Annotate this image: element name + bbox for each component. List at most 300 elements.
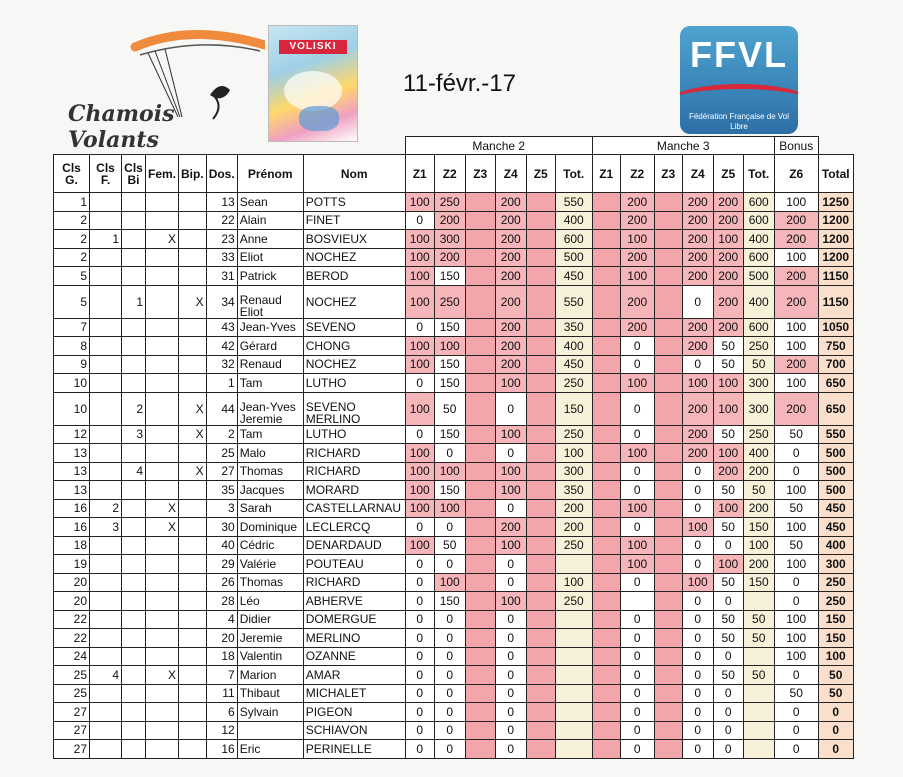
cell-m2-z3 bbox=[465, 374, 495, 393]
cell-m2-z3 bbox=[465, 499, 495, 518]
cell-m3-tot: 50 bbox=[743, 610, 774, 629]
cell-cls-g: 10 bbox=[54, 374, 90, 393]
cell-z6: 100 bbox=[774, 647, 818, 666]
club-logo bbox=[60, 25, 265, 153]
cell-m3-tot: 50 bbox=[743, 629, 774, 648]
cell-m3-z5: 0 bbox=[713, 684, 743, 703]
cell-dos: 3 bbox=[206, 499, 237, 518]
cell-cls-bi bbox=[122, 629, 146, 648]
cell-dos: 18 bbox=[206, 647, 237, 666]
cell-m3-z5: 100 bbox=[713, 230, 743, 249]
cell-m3-z4: 0 bbox=[682, 536, 713, 555]
cell-m3-z2: 200 bbox=[620, 285, 654, 318]
cell-m3-z2: 0 bbox=[620, 462, 654, 481]
cell-m2-tot bbox=[555, 703, 592, 722]
cell-m2-z5 bbox=[526, 337, 555, 356]
cell-total: 500 bbox=[818, 462, 853, 481]
cell-z6: 0 bbox=[774, 462, 818, 481]
cell-bip bbox=[179, 740, 207, 759]
cell-m2-z1: 0 bbox=[405, 647, 434, 666]
cell-m3-z5: 0 bbox=[713, 647, 743, 666]
cell-prenom: Dominique bbox=[237, 518, 303, 537]
cell-m3-z1 bbox=[592, 392, 620, 425]
column-header-m3-z3: Z3 bbox=[654, 155, 682, 193]
cell-z6: 0 bbox=[774, 721, 818, 740]
cell-m2-tot bbox=[555, 629, 592, 648]
cell-prenom: Jeremie bbox=[237, 629, 303, 648]
column-header-m3-z4: Z4 bbox=[682, 155, 713, 193]
cell-fem bbox=[146, 248, 179, 267]
cell-m2-z2: 150 bbox=[434, 267, 465, 286]
cell-cls-g: 27 bbox=[54, 740, 90, 759]
cell-m3-z4: 200 bbox=[682, 318, 713, 337]
cell-z6: 100 bbox=[774, 337, 818, 356]
cell-m2-z2: 100 bbox=[434, 573, 465, 592]
cell-prenom: Jacques bbox=[237, 481, 303, 500]
cell-m3-z5: 50 bbox=[713, 666, 743, 685]
cell-m2-z5 bbox=[526, 536, 555, 555]
cell-m2-z4: 100 bbox=[495, 481, 526, 500]
cell-cls-f bbox=[90, 740, 122, 759]
cell-nom: BOSVIEUX bbox=[303, 230, 405, 249]
cell-nom: LUTHO bbox=[303, 425, 405, 444]
column-header-cls-f: Cls F. bbox=[90, 155, 122, 193]
cell-m2-z3 bbox=[465, 703, 495, 722]
cell-total: 400 bbox=[818, 536, 853, 555]
cell-m2-z2: 150 bbox=[434, 592, 465, 611]
cell-prenom: Didier bbox=[237, 610, 303, 629]
cell-m3-z4: 0 bbox=[682, 592, 713, 611]
cell-m3-tot: 100 bbox=[743, 536, 774, 555]
table-row bbox=[54, 248, 854, 267]
table-row bbox=[54, 392, 854, 425]
cell-m2-z4: 0 bbox=[495, 444, 526, 463]
cell-cls-f bbox=[90, 392, 122, 425]
cell-cls-bi bbox=[122, 374, 146, 393]
cell-m2-z4: 200 bbox=[495, 211, 526, 230]
cell-m3-z1 bbox=[592, 684, 620, 703]
cell-z6: 0 bbox=[774, 740, 818, 759]
cell-cls-f bbox=[90, 267, 122, 286]
cell-m2-z1: 0 bbox=[405, 518, 434, 537]
cell-m2-z4: 0 bbox=[495, 703, 526, 722]
cell-m2-z2: 250 bbox=[434, 285, 465, 318]
cell-z6: 200 bbox=[774, 392, 818, 425]
cell-m2-tot bbox=[555, 647, 592, 666]
cell-cls-f bbox=[90, 285, 122, 318]
cell-m3-z4: 0 bbox=[682, 610, 713, 629]
cell-cls-bi bbox=[122, 193, 146, 212]
cell-nom: ABHERVE bbox=[303, 592, 405, 611]
cell-m3-z2: 0 bbox=[620, 703, 654, 722]
cell-dos: 11 bbox=[206, 684, 237, 703]
table-row bbox=[54, 211, 854, 230]
cell-m2-z4: 100 bbox=[495, 425, 526, 444]
cell-m2-z2: 0 bbox=[434, 555, 465, 574]
table-row bbox=[54, 684, 854, 703]
cell-z6: 0 bbox=[774, 444, 818, 463]
cell-prenom: Eric bbox=[237, 740, 303, 759]
cell-m2-z3 bbox=[465, 211, 495, 230]
cell-m2-tot: 100 bbox=[555, 573, 592, 592]
cell-cls-f bbox=[90, 647, 122, 666]
cell-m2-z5 bbox=[526, 703, 555, 722]
cell-m2-z4: 200 bbox=[495, 267, 526, 286]
cell-m2-z1: 100 bbox=[405, 481, 434, 500]
cell-m3-z5: 100 bbox=[713, 555, 743, 574]
cell-m3-z1 bbox=[592, 499, 620, 518]
cell-cls-f: 3 bbox=[90, 518, 122, 537]
cell-cls-bi: 1 bbox=[122, 285, 146, 318]
cell-z6: 100 bbox=[774, 248, 818, 267]
cell-m3-z4: 0 bbox=[682, 285, 713, 318]
cell-z6: 50 bbox=[774, 684, 818, 703]
cell-m3-z5: 0 bbox=[713, 703, 743, 722]
cell-m3-z1 bbox=[592, 230, 620, 249]
event-date: 11-févr.-17 bbox=[403, 70, 516, 97]
cell-z6: 200 bbox=[774, 355, 818, 374]
cell-m3-z3 bbox=[654, 647, 682, 666]
cell-m2-z5 bbox=[526, 374, 555, 393]
cell-cls-g: 22 bbox=[54, 610, 90, 629]
cell-z6: 100 bbox=[774, 318, 818, 337]
cell-m2-tot bbox=[555, 684, 592, 703]
cell-m3-z5: 50 bbox=[713, 425, 743, 444]
cell-cls-g: 5 bbox=[54, 285, 90, 318]
cell-m3-z4: 200 bbox=[682, 230, 713, 249]
cell-total: 650 bbox=[818, 392, 853, 425]
cell-cls-f bbox=[90, 573, 122, 592]
table-row bbox=[54, 337, 854, 356]
results-body bbox=[54, 193, 854, 759]
cell-m2-z1: 0 bbox=[405, 592, 434, 611]
cell-bip bbox=[179, 629, 207, 648]
column-header-m3-z1: Z1 bbox=[592, 155, 620, 193]
cell-dos: 26 bbox=[206, 573, 237, 592]
cell-m2-z4: 200 bbox=[495, 355, 526, 374]
cell-m3-tot: 250 bbox=[743, 337, 774, 356]
cell-m2-z3 bbox=[465, 444, 495, 463]
cell-m3-z5: 100 bbox=[713, 374, 743, 393]
cell-m2-z3 bbox=[465, 285, 495, 318]
cell-m3-z1 bbox=[592, 536, 620, 555]
cell-bip bbox=[179, 267, 207, 286]
cell-cls-bi bbox=[122, 481, 146, 500]
cell-prenom: Thomas bbox=[237, 462, 303, 481]
cell-cls-f bbox=[90, 374, 122, 393]
cell-cls-f bbox=[90, 684, 122, 703]
table-row bbox=[54, 374, 854, 393]
cell-fem bbox=[146, 392, 179, 425]
cell-m3-z4: 200 bbox=[682, 444, 713, 463]
cell-m2-z5 bbox=[526, 610, 555, 629]
cell-m2-z2: 150 bbox=[434, 425, 465, 444]
cell-z6: 0 bbox=[774, 573, 818, 592]
cell-fem: X bbox=[146, 230, 179, 249]
table-row bbox=[54, 518, 854, 537]
cell-m3-z3 bbox=[654, 392, 682, 425]
cell-prenom: Eliot bbox=[237, 248, 303, 267]
cell-nom: OZANNE bbox=[303, 647, 405, 666]
cell-m3-z5: 50 bbox=[713, 573, 743, 592]
cell-total: 100 bbox=[818, 647, 853, 666]
cell-m2-z5 bbox=[526, 740, 555, 759]
cell-m2-z2: 0 bbox=[434, 610, 465, 629]
cell-m3-z2: 200 bbox=[620, 248, 654, 267]
cell-z6: 100 bbox=[774, 610, 818, 629]
cell-m3-z1 bbox=[592, 703, 620, 722]
cell-nom: MICHALET bbox=[303, 684, 405, 703]
cell-m3-z4: 100 bbox=[682, 374, 713, 393]
cell-m2-z4: 100 bbox=[495, 536, 526, 555]
cell-z6: 100 bbox=[774, 481, 818, 500]
cell-m2-z2: 0 bbox=[434, 518, 465, 537]
cell-cls-g: 16 bbox=[54, 518, 90, 537]
cell-m2-z3 bbox=[465, 518, 495, 537]
cell-m3-z3 bbox=[654, 248, 682, 267]
cell-fem: X bbox=[146, 666, 179, 685]
cell-m3-z2: 100 bbox=[620, 555, 654, 574]
cell-m2-tot: 250 bbox=[555, 536, 592, 555]
cell-cls-g: 2 bbox=[54, 211, 90, 230]
cell-dos: 23 bbox=[206, 230, 237, 249]
cell-m3-tot: 600 bbox=[743, 193, 774, 212]
cell-m3-z1 bbox=[592, 374, 620, 393]
cell-m3-z1 bbox=[592, 425, 620, 444]
cell-m3-z1 bbox=[592, 721, 620, 740]
cell-prenom: Renaud bbox=[237, 355, 303, 374]
cell-m2-z5 bbox=[526, 592, 555, 611]
cell-m2-z1: 100 bbox=[405, 355, 434, 374]
cell-m3-z5: 50 bbox=[713, 629, 743, 648]
cell-prenom: Léo bbox=[237, 592, 303, 611]
cell-m3-z3 bbox=[654, 285, 682, 318]
cell-m3-z4: 200 bbox=[682, 425, 713, 444]
table-row bbox=[54, 740, 854, 759]
cell-m3-z4: 200 bbox=[682, 337, 713, 356]
cell-bip bbox=[179, 592, 207, 611]
table-row bbox=[54, 285, 854, 318]
column-header-fem: Fem. bbox=[146, 155, 179, 193]
table-row bbox=[54, 703, 854, 722]
cell-m3-z4: 0 bbox=[682, 740, 713, 759]
cell-m3-z2: 100 bbox=[620, 230, 654, 249]
table-row bbox=[54, 193, 854, 212]
cell-m2-tot bbox=[555, 740, 592, 759]
cell-m3-z2: 0 bbox=[620, 740, 654, 759]
cell-cls-f bbox=[90, 444, 122, 463]
cell-nom: NOCHEZ bbox=[303, 285, 405, 318]
cell-m2-z5 bbox=[526, 629, 555, 648]
cell-m3-z2: 100 bbox=[620, 536, 654, 555]
poster-sky-shape bbox=[299, 106, 339, 131]
cell-m3-z3 bbox=[654, 211, 682, 230]
cell-m2-z3 bbox=[465, 481, 495, 500]
cell-m2-z3 bbox=[465, 425, 495, 444]
event-poster bbox=[268, 25, 358, 142]
cell-m2-z5 bbox=[526, 481, 555, 500]
cell-cls-bi bbox=[122, 703, 146, 722]
cell-cls-bi bbox=[122, 610, 146, 629]
cell-m3-z1 bbox=[592, 740, 620, 759]
cell-m3-z2: 100 bbox=[620, 499, 654, 518]
cell-cls-bi bbox=[122, 721, 146, 740]
cell-dos: 20 bbox=[206, 629, 237, 648]
cell-cls-g: 7 bbox=[54, 318, 90, 337]
cell-bip bbox=[179, 499, 207, 518]
cell-z6: 200 bbox=[774, 285, 818, 318]
cell-cls-g: 13 bbox=[54, 462, 90, 481]
cell-cls-f: 1 bbox=[90, 230, 122, 249]
cell-dos: 12 bbox=[206, 721, 237, 740]
cell-total: 150 bbox=[818, 610, 853, 629]
cell-m2-z2: 0 bbox=[434, 629, 465, 648]
table-row bbox=[54, 355, 854, 374]
cell-cls-bi bbox=[122, 536, 146, 555]
cell-dos: 1 bbox=[206, 374, 237, 393]
cell-fem: X bbox=[146, 499, 179, 518]
cell-m3-z5: 50 bbox=[713, 518, 743, 537]
cell-m2-z4: 100 bbox=[495, 374, 526, 393]
column-header-nom: Nom bbox=[303, 155, 405, 193]
cell-m3-z4: 0 bbox=[682, 499, 713, 518]
cell-m2-z3 bbox=[465, 193, 495, 212]
column-header-dos: Dos. bbox=[206, 155, 237, 193]
cell-dos: 27 bbox=[206, 462, 237, 481]
cell-prenom: Cédric bbox=[237, 536, 303, 555]
cell-total: 1200 bbox=[818, 230, 853, 249]
cell-m2-z2: 100 bbox=[434, 499, 465, 518]
cell-fem bbox=[146, 355, 179, 374]
cell-bip bbox=[179, 518, 207, 537]
cell-m3-z1 bbox=[592, 647, 620, 666]
cell-m2-z5 bbox=[526, 355, 555, 374]
cell-cls-bi bbox=[122, 318, 146, 337]
cell-z6: 100 bbox=[774, 518, 818, 537]
cell-m2-tot bbox=[555, 610, 592, 629]
cell-z6: 50 bbox=[774, 499, 818, 518]
cell-m2-z3 bbox=[465, 666, 495, 685]
cell-m2-z4: 0 bbox=[495, 555, 526, 574]
cell-bip bbox=[179, 211, 207, 230]
cell-total: 1150 bbox=[818, 285, 853, 318]
cell-m2-tot: 400 bbox=[555, 337, 592, 356]
cell-nom: PERINELLE bbox=[303, 740, 405, 759]
cell-m2-z1: 100 bbox=[405, 230, 434, 249]
cell-total: 450 bbox=[818, 499, 853, 518]
column-header-bip: Bip. bbox=[179, 155, 207, 193]
cell-m3-z1 bbox=[592, 355, 620, 374]
cell-total: 750 bbox=[818, 337, 853, 356]
cell-m2-z1: 0 bbox=[405, 703, 434, 722]
cell-m2-z2: 150 bbox=[434, 355, 465, 374]
cell-nom: RICHARD bbox=[303, 573, 405, 592]
cell-cls-g: 16 bbox=[54, 499, 90, 518]
cell-cls-g: 18 bbox=[54, 536, 90, 555]
cell-z6: 200 bbox=[774, 211, 818, 230]
cell-m3-z4: 0 bbox=[682, 629, 713, 648]
cell-m2-tot: 600 bbox=[555, 230, 592, 249]
cell-m3-z4: 200 bbox=[682, 248, 713, 267]
cell-prenom: Gérard bbox=[237, 337, 303, 356]
cell-m2-z2: 50 bbox=[434, 536, 465, 555]
cell-m2-z3 bbox=[465, 721, 495, 740]
cell-nom: NOCHEZ bbox=[303, 248, 405, 267]
cell-cls-g: 24 bbox=[54, 647, 90, 666]
cell-m3-tot: 200 bbox=[743, 555, 774, 574]
cell-total: 1200 bbox=[818, 211, 853, 230]
cell-m2-z1: 100 bbox=[405, 462, 434, 481]
cell-m3-tot bbox=[743, 647, 774, 666]
cell-bip: X bbox=[179, 425, 207, 444]
cell-m2-z2: 100 bbox=[434, 462, 465, 481]
cell-m2-z3 bbox=[465, 318, 495, 337]
cell-m2-z1: 0 bbox=[405, 555, 434, 574]
cell-m2-tot: 100 bbox=[555, 444, 592, 463]
cell-cls-f bbox=[90, 337, 122, 356]
cell-m3-z5: 200 bbox=[713, 193, 743, 212]
cell-m3-z3 bbox=[654, 740, 682, 759]
cell-m2-z1: 100 bbox=[405, 499, 434, 518]
cell-nom: POTTS bbox=[303, 193, 405, 212]
cell-m3-z1 bbox=[592, 267, 620, 286]
cell-m2-z5 bbox=[526, 499, 555, 518]
cell-m2-z3 bbox=[465, 592, 495, 611]
cell-m2-z1: 0 bbox=[405, 573, 434, 592]
cell-m2-z2: 100 bbox=[434, 337, 465, 356]
cell-m3-z2: 0 bbox=[620, 392, 654, 425]
cell-dos: 29 bbox=[206, 555, 237, 574]
cell-nom: DOMERGUE bbox=[303, 610, 405, 629]
cell-fem bbox=[146, 629, 179, 648]
cell-cls-f bbox=[90, 211, 122, 230]
cell-total: 1200 bbox=[818, 248, 853, 267]
cell-m3-z1 bbox=[592, 462, 620, 481]
cell-fem bbox=[146, 444, 179, 463]
cell-m3-z4: 200 bbox=[682, 392, 713, 425]
cell-bip: X bbox=[179, 392, 207, 425]
cell-m3-z2: 0 bbox=[620, 481, 654, 500]
cell-cls-f bbox=[90, 592, 122, 611]
cell-cls-bi bbox=[122, 647, 146, 666]
cell-cls-g: 25 bbox=[54, 684, 90, 703]
cell-m2-z5 bbox=[526, 211, 555, 230]
table-row bbox=[54, 610, 854, 629]
cell-nom: BEROD bbox=[303, 267, 405, 286]
cell-m3-tot: 600 bbox=[743, 318, 774, 337]
cell-cls-f bbox=[90, 629, 122, 648]
cell-cls-bi bbox=[122, 518, 146, 537]
cell-m3-z3 bbox=[654, 499, 682, 518]
cell-fem bbox=[146, 481, 179, 500]
cell-m2-z2: 0 bbox=[434, 740, 465, 759]
cell-dos: 4 bbox=[206, 610, 237, 629]
cell-m2-z5 bbox=[526, 230, 555, 249]
cell-fem bbox=[146, 592, 179, 611]
cell-cls-f bbox=[90, 425, 122, 444]
cell-bip bbox=[179, 248, 207, 267]
cell-m3-z2: 0 bbox=[620, 610, 654, 629]
cell-m3-z4: 0 bbox=[682, 666, 713, 685]
cell-m2-z4: 0 bbox=[495, 684, 526, 703]
cell-m2-z3 bbox=[465, 248, 495, 267]
cell-m2-z5 bbox=[526, 425, 555, 444]
cell-total: 500 bbox=[818, 481, 853, 500]
cell-m3-z4: 100 bbox=[682, 573, 713, 592]
cell-m2-z5 bbox=[526, 555, 555, 574]
cell-cls-g: 9 bbox=[54, 355, 90, 374]
cell-total: 1250 bbox=[818, 193, 853, 212]
